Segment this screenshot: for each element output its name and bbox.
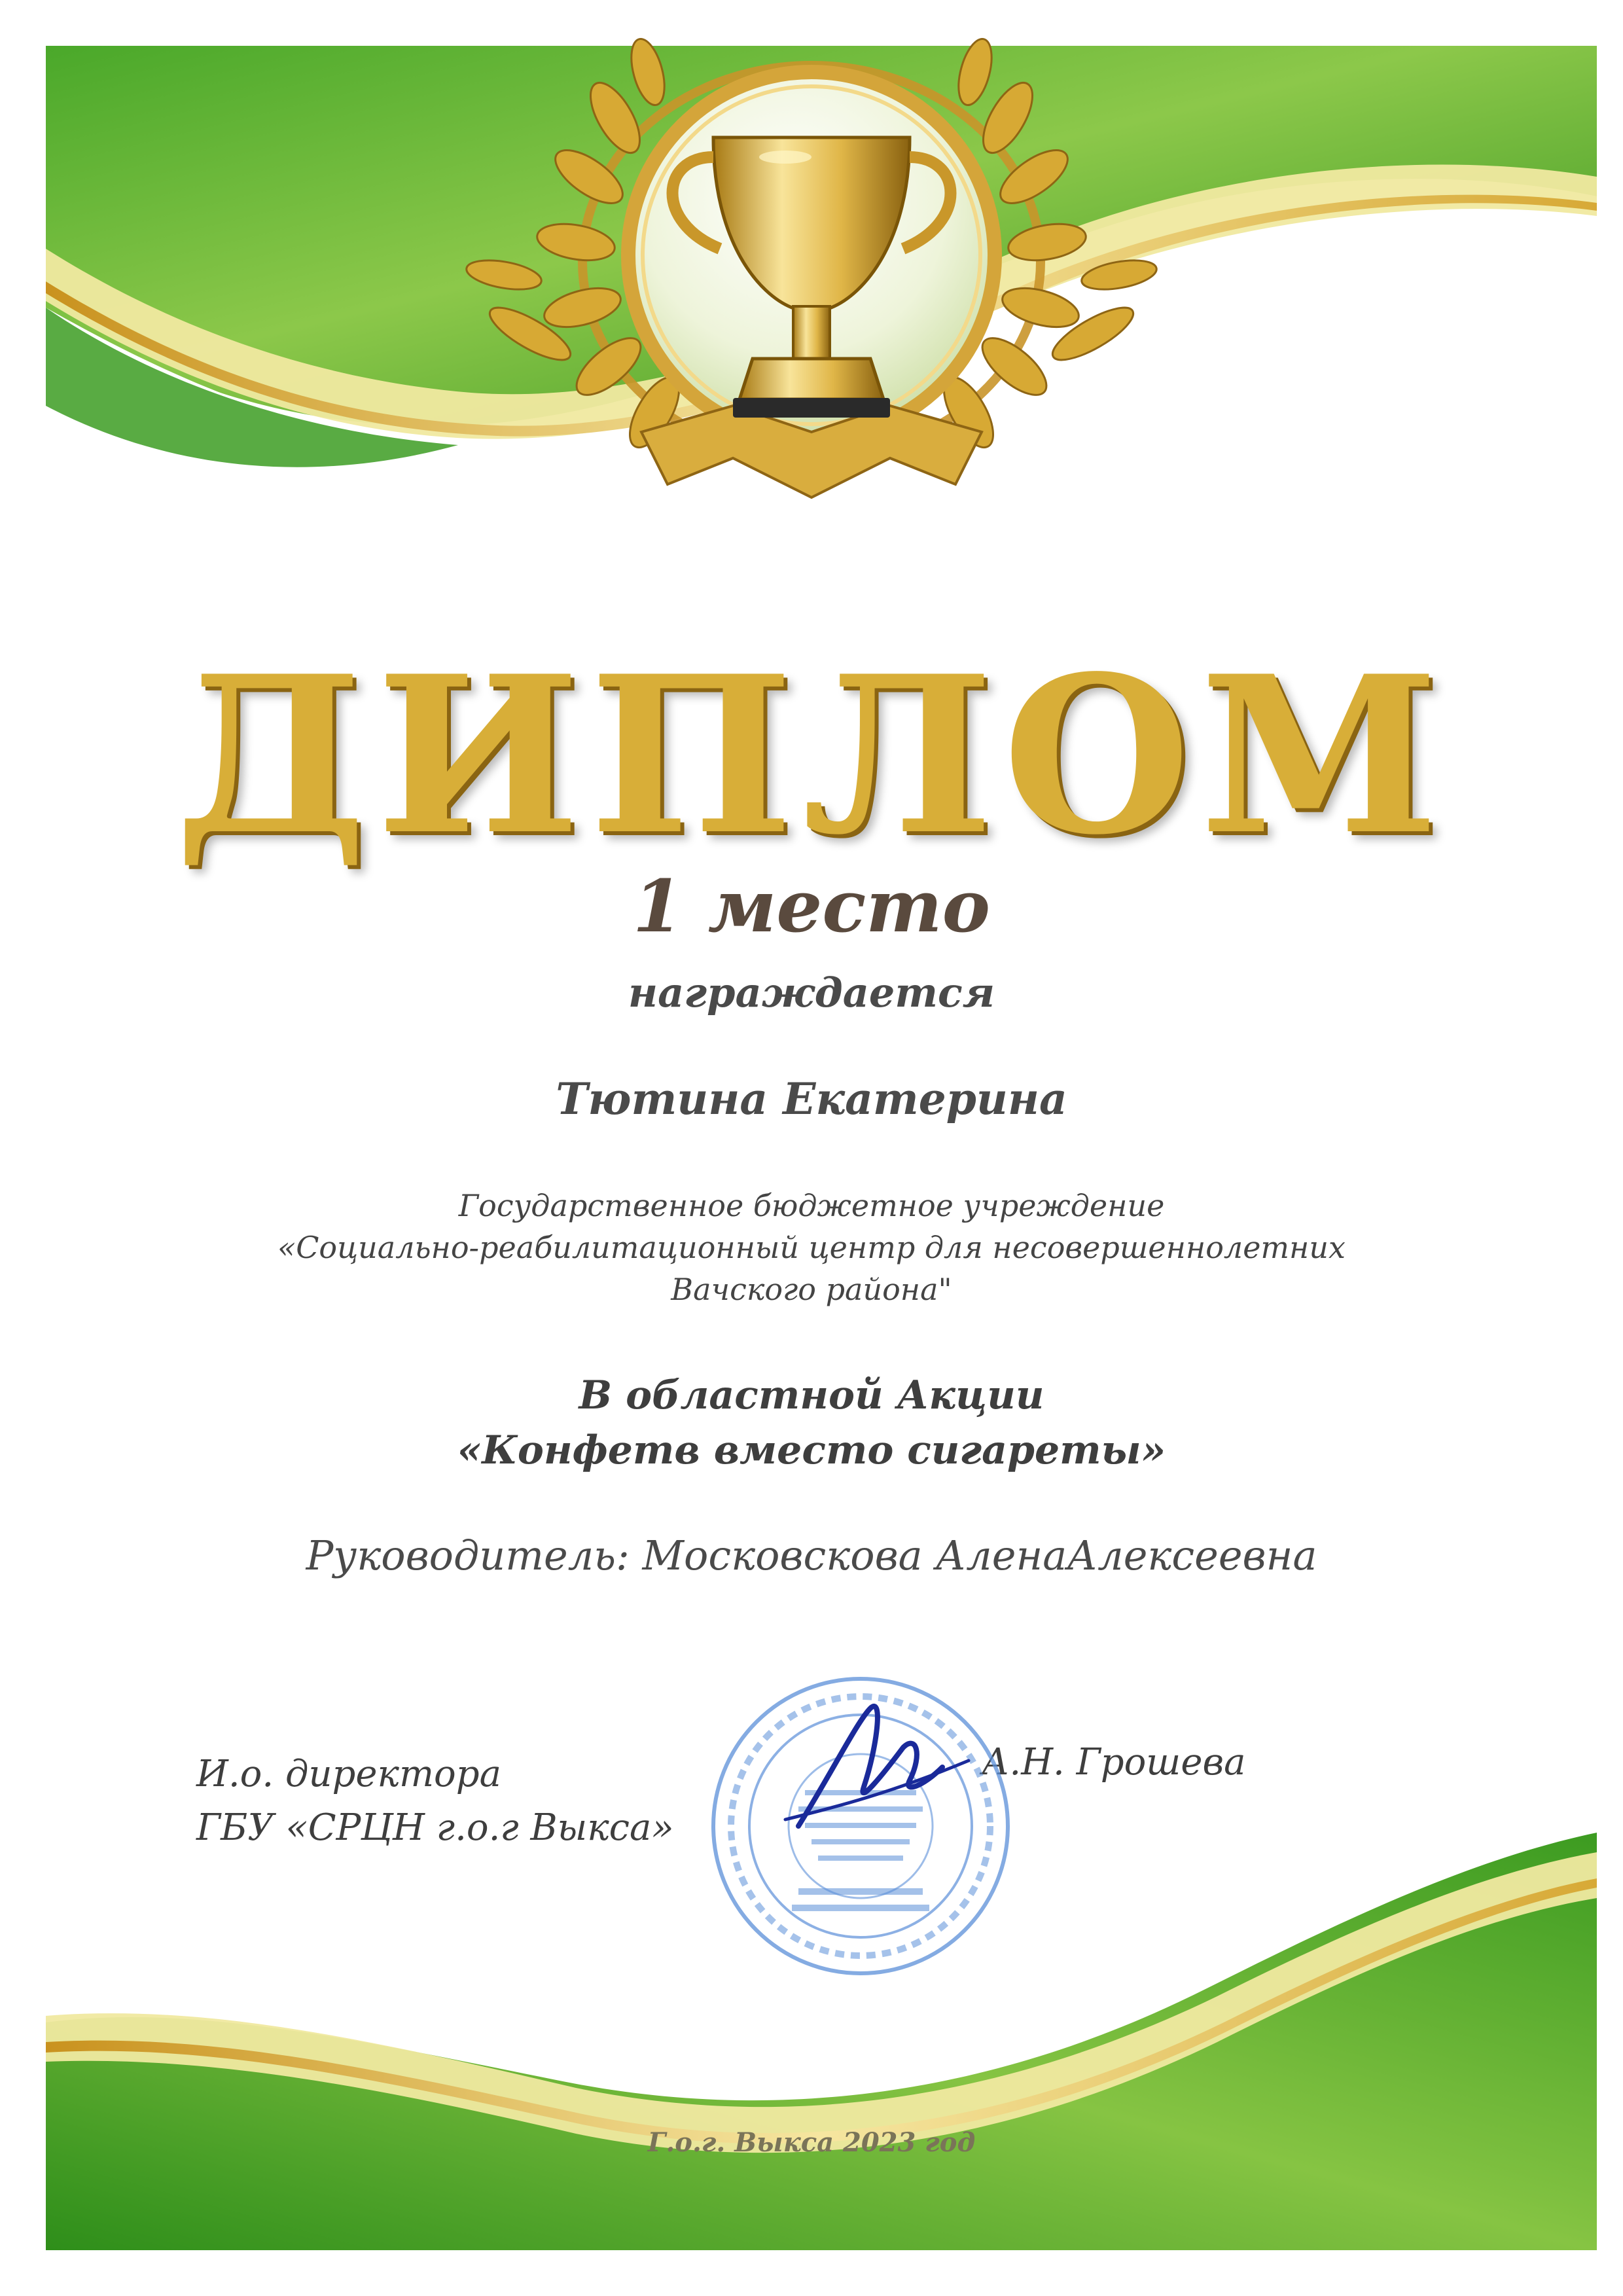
recipient-name: Тютина Екатерина bbox=[556, 1073, 1067, 1124]
signatory-title bbox=[196, 1748, 674, 1855]
place-label: 1 место bbox=[632, 864, 991, 948]
organization-line: Вачского района" bbox=[671, 1272, 952, 1307]
event-line: В областной Акции bbox=[579, 1372, 1044, 1418]
signatory-position: И.о. директора bbox=[196, 1753, 501, 1795]
awarded-label: награждается bbox=[628, 969, 995, 1016]
signatory-name: А.Н. Грошева bbox=[982, 1741, 1246, 1784]
signature bbox=[772, 1695, 982, 1852]
organization-line: Государственное бюджетное учреждение bbox=[458, 1188, 1165, 1223]
event-title: «Конфетв вместо сигареты» bbox=[457, 1427, 1166, 1473]
organization-block bbox=[0, 1185, 1623, 1310]
leader-line: Руководитель: Московскова АленаАлексеевна bbox=[306, 1532, 1317, 1579]
signatory-organization: ГБУ «СРЦН г.о.г Выкса» bbox=[196, 1806, 674, 1849]
diploma-title: ДИПЛОМ bbox=[175, 628, 1448, 882]
organization-line: «Социально-реабилитационный центр для несовершеннолетних bbox=[277, 1230, 1346, 1265]
event-block bbox=[0, 1368, 1623, 1478]
footer-place-year: Г.о.г. Выкса 2023 год bbox=[647, 2127, 976, 2158]
